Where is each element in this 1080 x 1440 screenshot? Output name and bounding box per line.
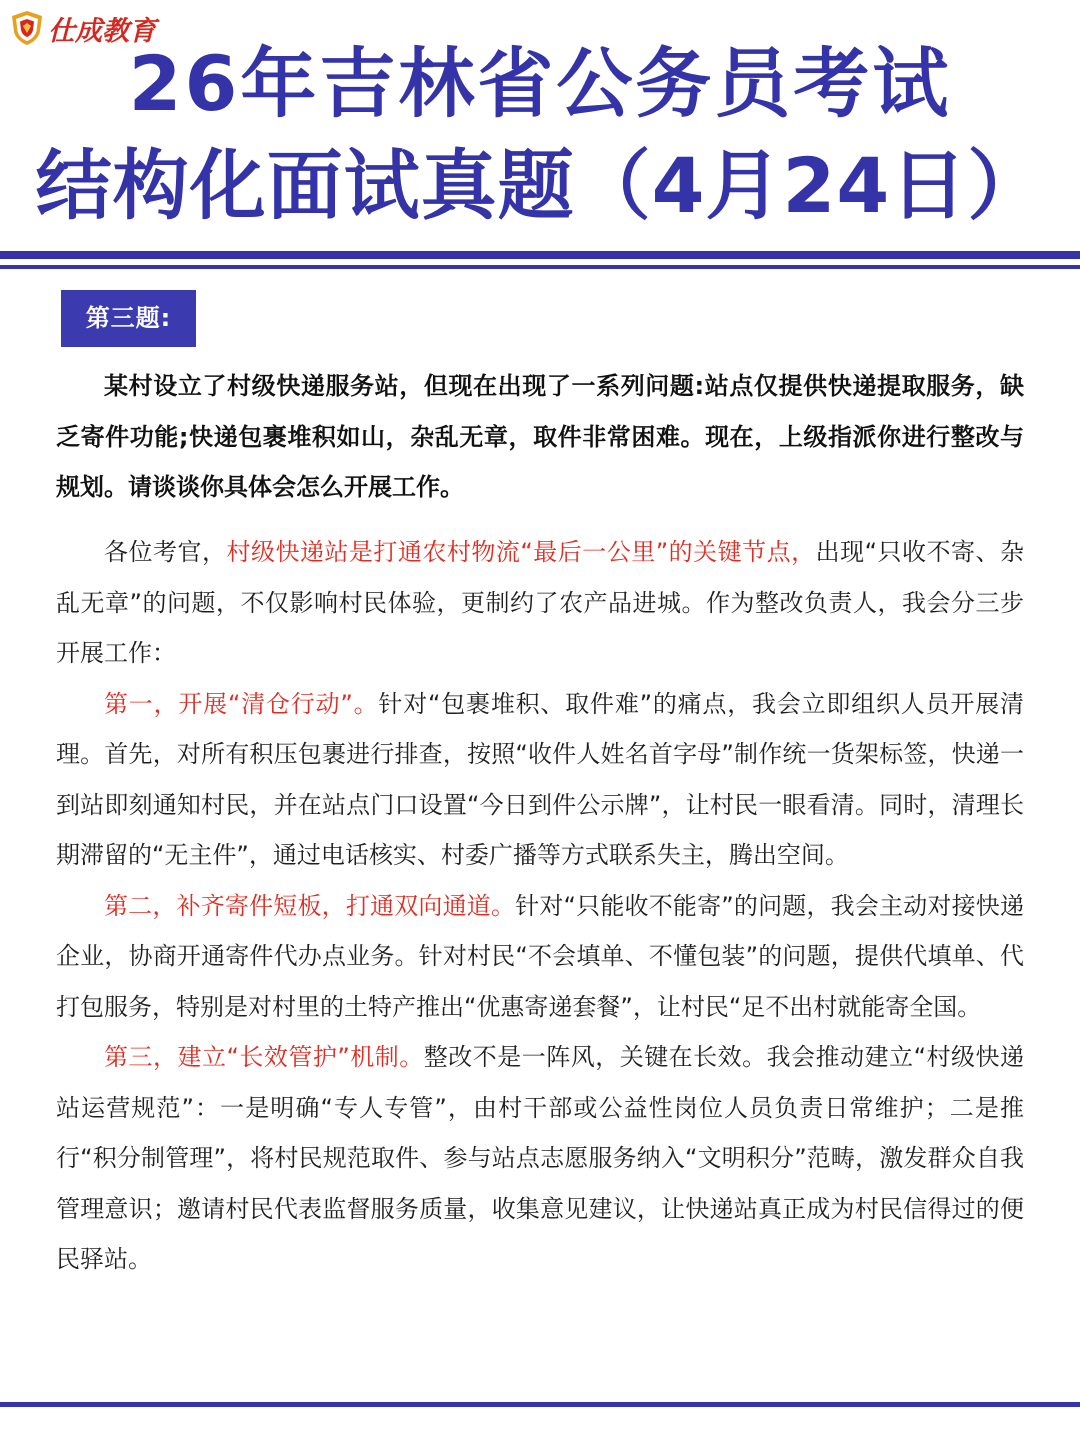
answer-intro-rest: 出现“只收不寄、杂乱无章”的问题，不仅影响村民体验，更制约了农产品进城。作为整改负责人，我会分三步开展工作：: [56, 538, 1025, 667]
answer-point-1-body: 针对“包裹堆积、取件难”的痛点，我会立即组织人员开展清理。首先，对所有积压包裹进行排查，按照“收件人姓名首字母”制作统一货架标签，快递一到站即刻通知村民，并在站点门口设置“今日到件公示牌”，让村民一眼看清。同时，清理长期滞留的“无主件”，通过电话核实、村委广播等方式联系失主，腾出空间。: [56, 689, 1024, 869]
brand-name: 仕成教育: [48, 15, 156, 47]
footer-divider: [0, 1402, 1080, 1407]
answer-intro-highlight: 村级快递站是打通农村物流“最后一公里”的关键节点，: [226, 538, 816, 566]
header-divider-thick: [0, 251, 1080, 259]
answer-section: [56, 527, 1024, 1285]
answer-point-2-body: 针对“只能收不能寄”的问题，我会主动对接快递企业，协商开通寄件代办点业务。针对村民“不会填单、不懂包装”的问题，提供代填单、代打包服务，特别是对村里的土特产推出“优惠寄递套餐”，让村民“足不出村就能寄全国。: [56, 891, 1024, 1021]
answer-intro-pre: 各位考官，: [104, 538, 227, 566]
answer-point-2: [56, 881, 1024, 1033]
answer-point-3-body: 整改不是一阵风，关键在长效。我会推动建立“村级快递站运营规范”：一是明确“专人专管”，由村干部或公益性岗位人员负责日常维护；二是推行“积分制管理”，将村民规范取件、参与站点志愿服务纳入“文明积分”范畴，激发群众自我管理意识；邀请村民代表监督服务质量，收集意见建议，让快递站真正成为村民信得过的便民驿站。: [56, 1043, 1024, 1273]
question-label: 第三题:: [61, 290, 196, 347]
question-body: 某村设立了村级快递服务站，但现在出现了一系列问题:站点仅提供快递提取服务，缺乏寄件功能;快递包裹堆积如山，杂乱无章，取件非常困难。现在，上级指派你进行整改与规划。请谈谈你具体会怎么开展工作。: [56, 372, 1024, 501]
page-title-line2: 结构化面试真题（4月24日）: [35, 141, 1045, 230]
page-title-line1: 26年吉林省公务员考试: [128, 39, 952, 128]
answer-point-2-heading: 第二，补齐寄件短板，打通双向通道。: [104, 891, 516, 920]
answer-point-3-heading: 第三，建立“长效管护”机制。: [104, 1043, 424, 1071]
answer-intro: [56, 527, 1024, 679]
header-divider-thin: [0, 265, 1080, 269]
question-text: [56, 361, 1024, 513]
answer-point-1-heading: 第一，开展“清仓行动”。: [104, 689, 379, 718]
answer-point-3: [56, 1032, 1024, 1285]
answer-point-1: [56, 679, 1024, 881]
